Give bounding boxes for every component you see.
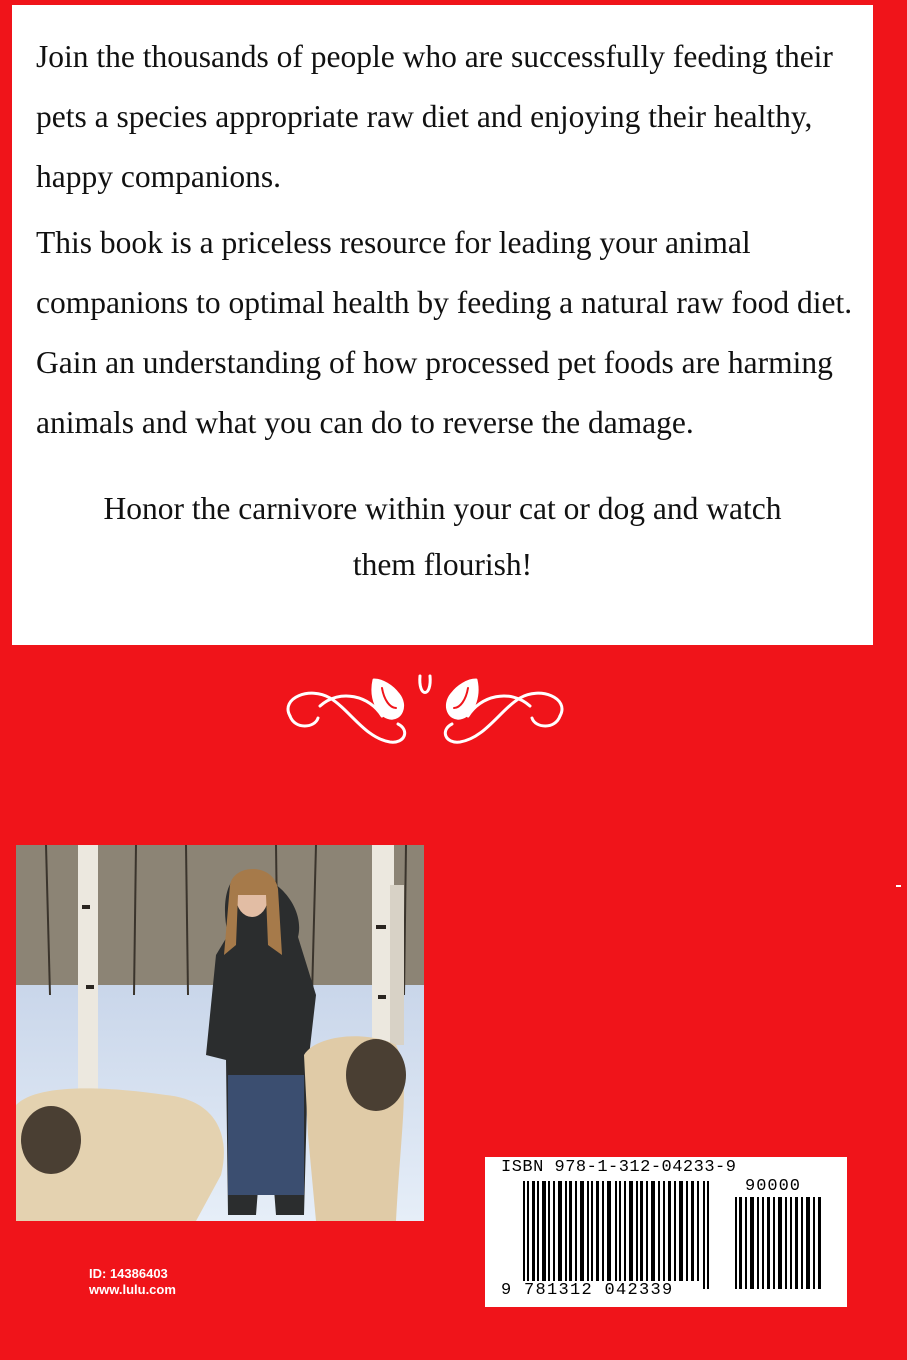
barcode-digits: 9 781312 042339: [501, 1281, 674, 1300]
publisher-info: [89, 1266, 176, 1298]
blurb-paragraph-1: Join the thousands of people who are successfully feeding their pets a species appropriate raw diet and enjoying their healthy, happy companions.: [36, 39, 833, 194]
blurb-closing-line-2: them flourish!: [352, 547, 533, 582]
blurb-closing-line-1: Honor the carnivore within your cat or dog and watch: [103, 491, 782, 526]
ean13-bars: [523, 1181, 723, 1289]
price-code: 90000: [745, 1177, 802, 1196]
publisher-id: ID: 14386403: [89, 1266, 168, 1281]
price-addon-bars: [735, 1197, 827, 1289]
isbn-label: ISBN 978-1-312-04233-9: [501, 1158, 737, 1177]
isbn-barcode: [485, 1157, 847, 1307]
flourish-ornament-icon: [270, 668, 580, 768]
edge-mark: [896, 885, 901, 887]
author-photo: [16, 845, 424, 1221]
blurb-paragraph-2: This book is a priceless resource for leading your animal companions to optimal health by feeding a natural raw food diet. Gain an understanding of how processed pet foods are harming animals and what you can do to reverse the damage.: [36, 225, 853, 440]
blurb-closing: [36, 481, 859, 593]
blurb-panel: [12, 5, 873, 645]
publisher-url: www.lulu.com: [89, 1282, 176, 1297]
